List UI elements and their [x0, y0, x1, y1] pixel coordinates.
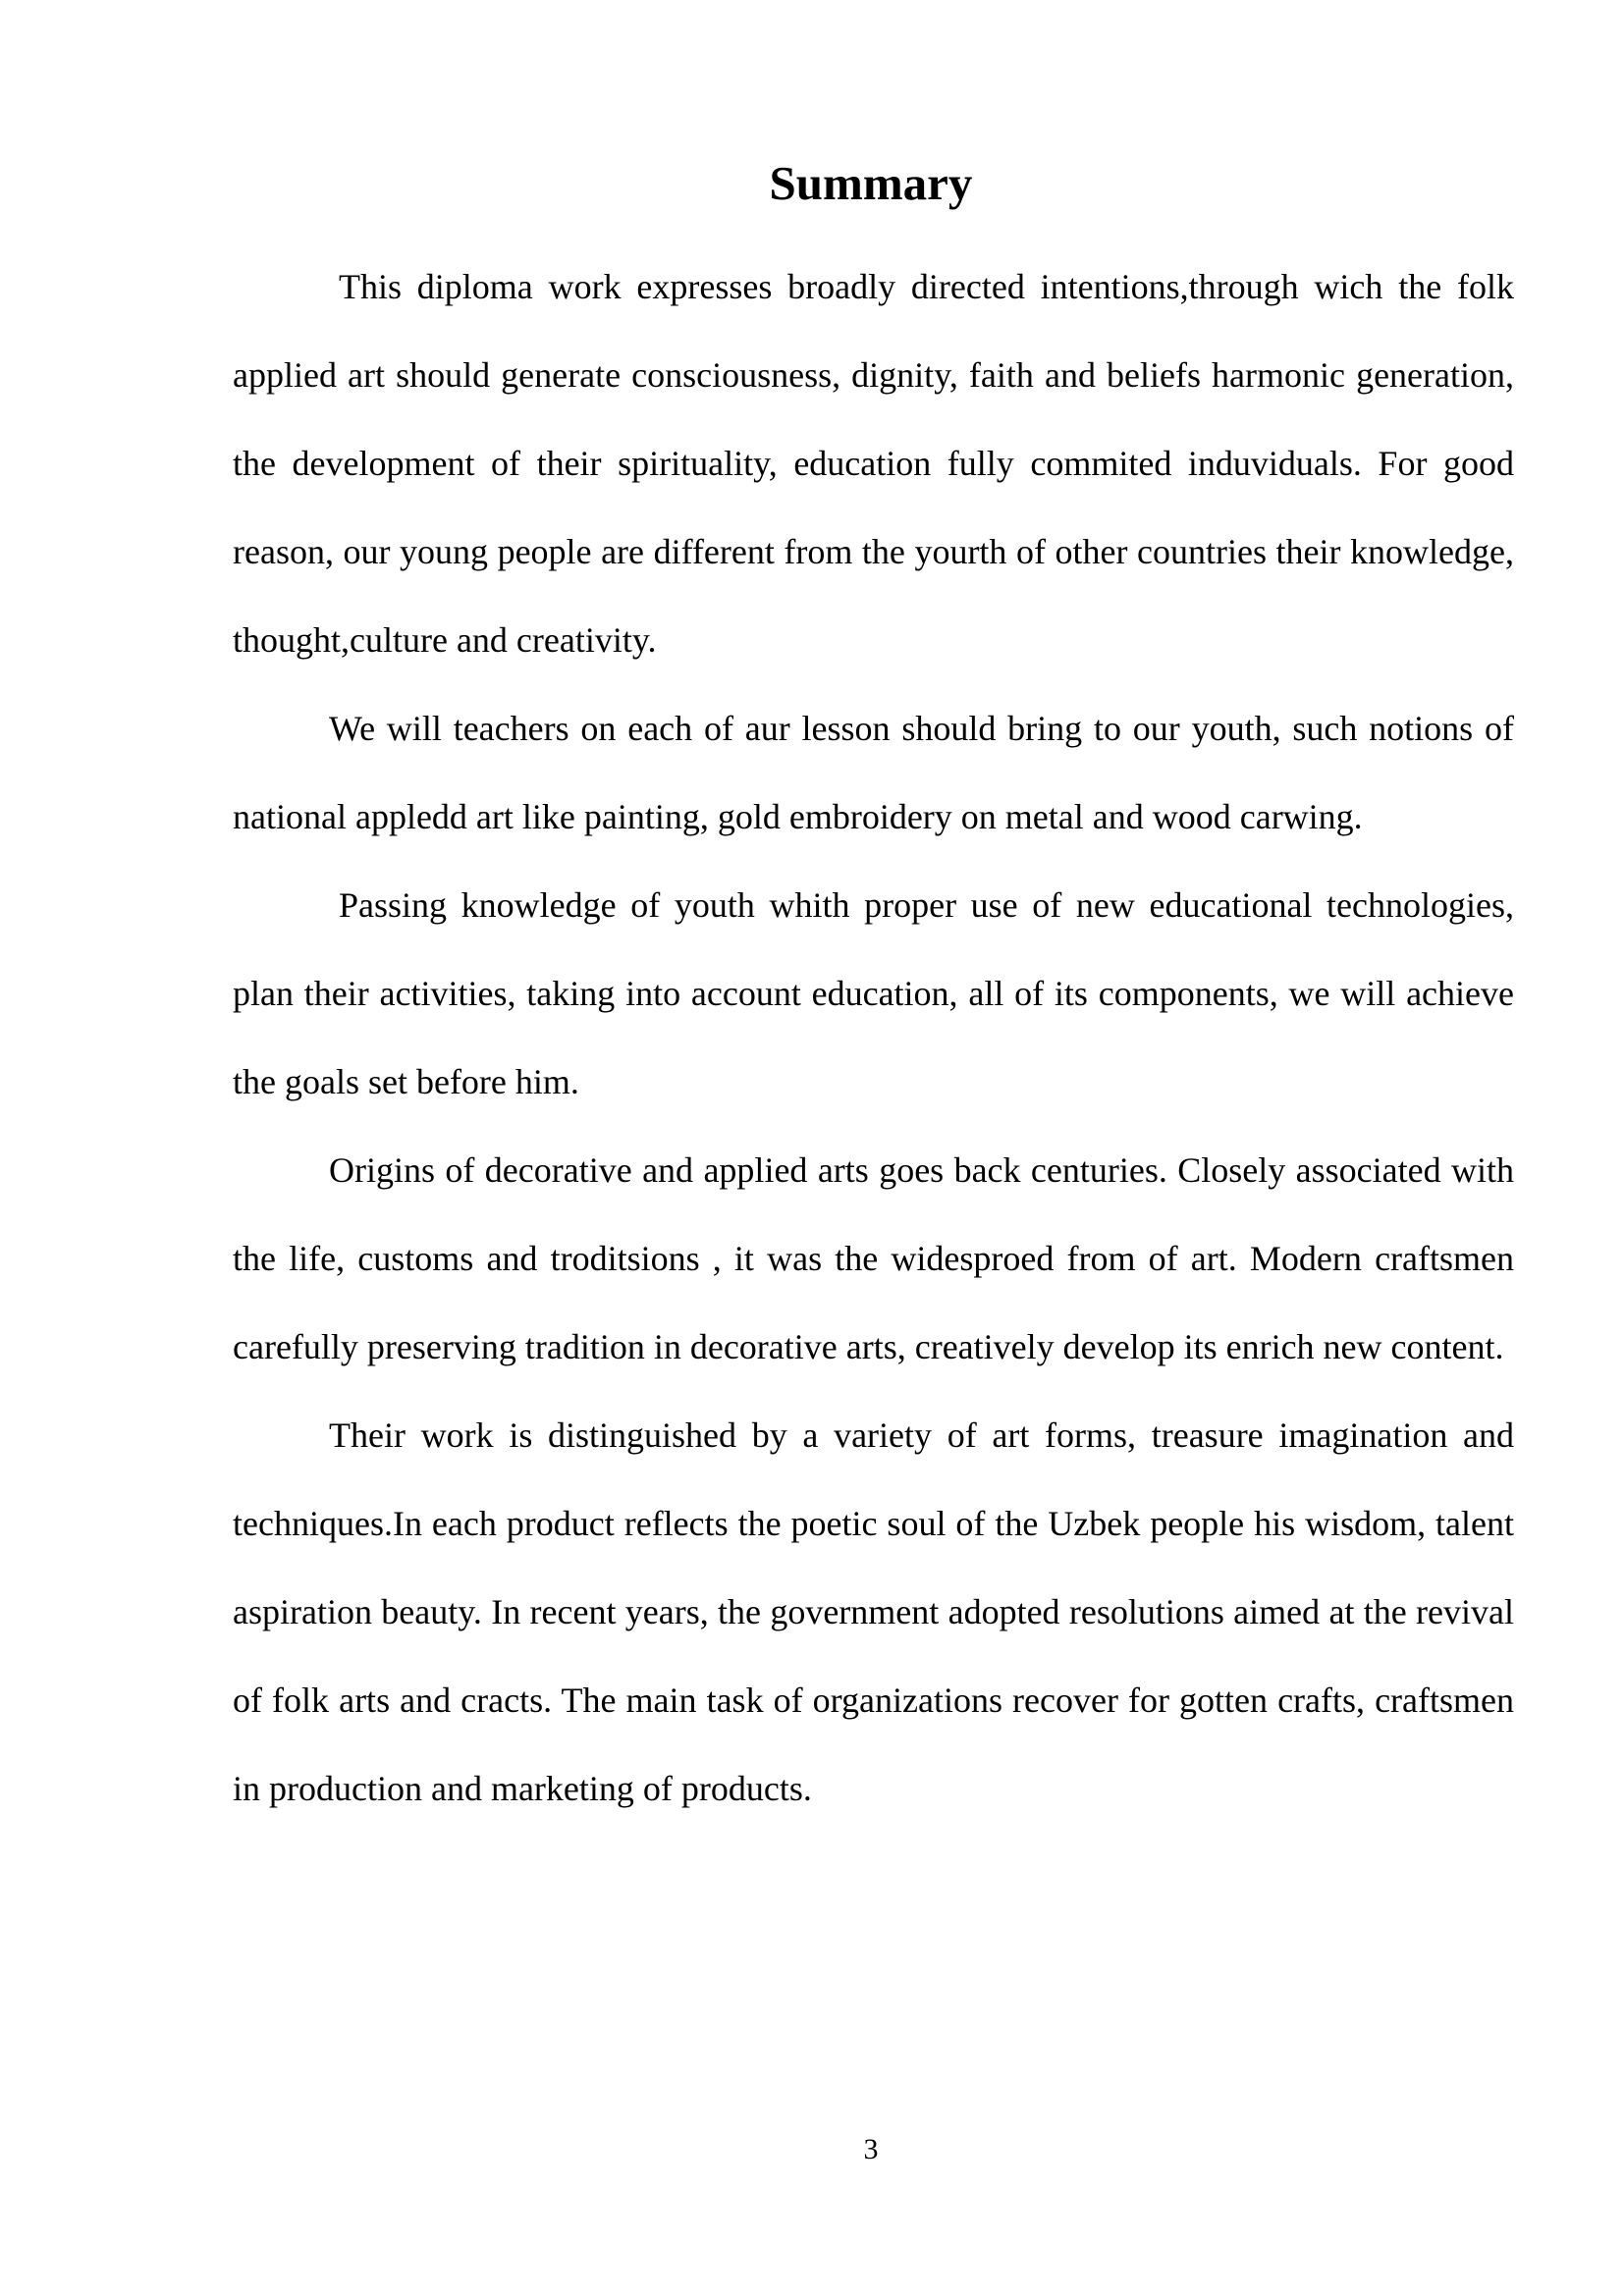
document-body	[233, 242, 1514, 1833]
paragraph-1: This diploma work expresses broadly directed intentions,through wich the folk applied art should generate consciousness, dignity, faith and beliefs harmonic generation, the development of their spirituality, education fully commited induviduals. For good reason, our young people are different from the yourth of other countries their knowledge, thought,culture and creativity.	[233, 267, 1514, 660]
page-title: Summary	[769, 156, 973, 210]
paragraph-2: We will teachers on each of aur lesson should bring to our youth, such notions of national appledd art like painting, gold embroidery on metal and wood carwing.	[233, 709, 1514, 836]
paragraph-4: Origins of decorative and applied arts goes back centuries. Closely associated with the life, customs and troditsions , it was the widesproed from of art. Modern craftsmen carefully preserving tradition in decorative arts, creatively develop its enrich new content.	[233, 1150, 1514, 1366]
paragraph-5: Their work is distinguished by a variety of art forms, treasure imagination and techniques.In each product reflects the poetic soul of the Uzbek people his wisdom, talent aspiration beauty. In recent years, the government adopted resolutions aimed at the revival of folk arts and cracts. The main task of organizations recover for gotten crafts, craftsmen in production and marketing of products.	[233, 1415, 1514, 1808]
page-number: 3	[863, 2133, 879, 2165]
paragraph-3: Passing knowledge of youth whith proper use of new educational technologies, plan their activities, taking into account education, all of its components, we will achieve the goals set before him.	[233, 885, 1514, 1101]
